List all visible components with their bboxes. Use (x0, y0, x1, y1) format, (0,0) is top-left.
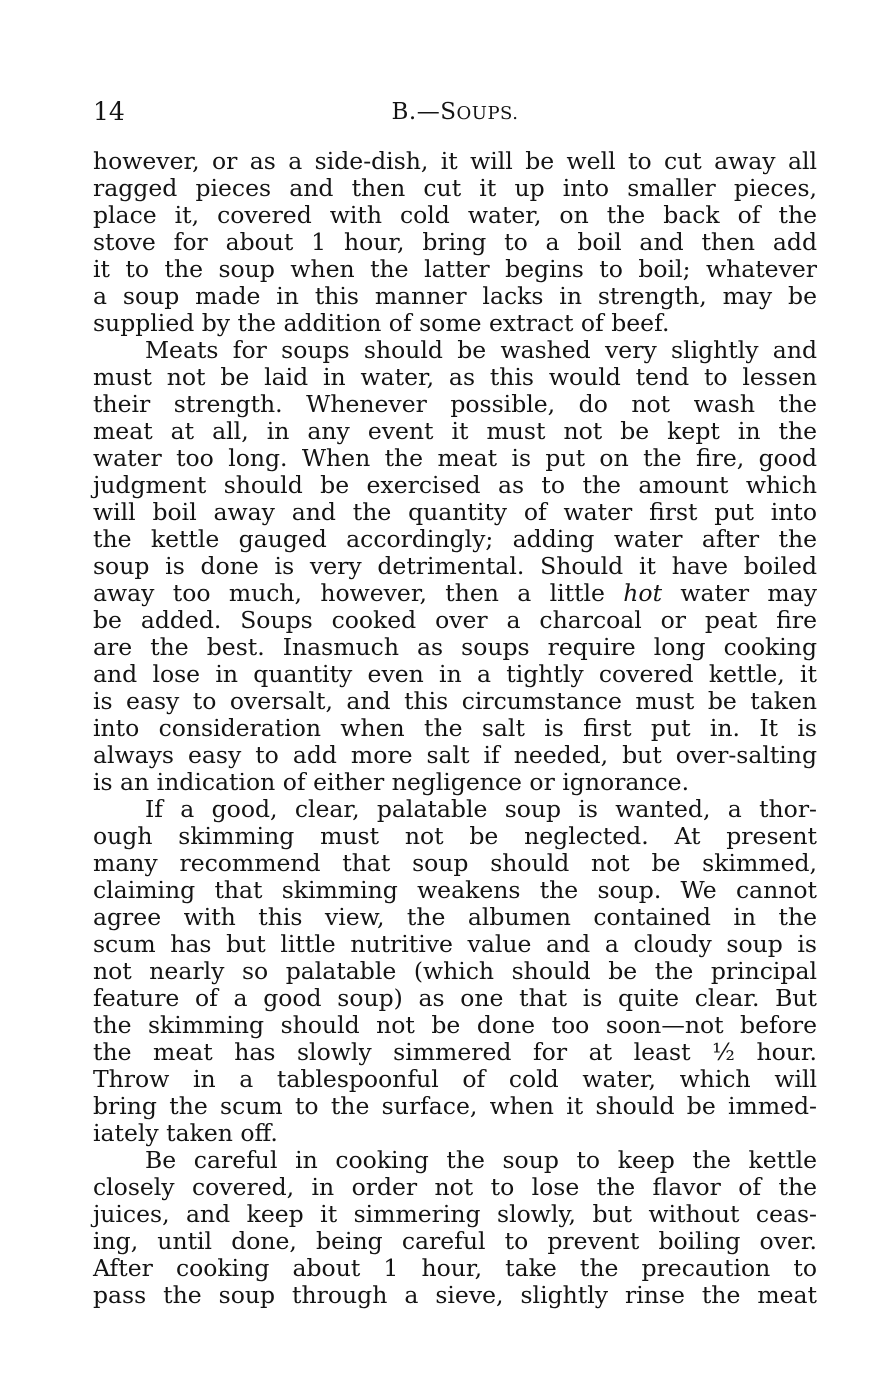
text-line: ing, until done, being careful to prevent boiling over. (93, 1227, 817, 1255)
paragraph (93, 337, 817, 796)
text-line: soup is done is very detrimental. Should it have boiled (93, 552, 817, 580)
text-line: After cooking about 1 hour, take the precaution to (93, 1254, 817, 1282)
italic-word: hot (623, 579, 663, 607)
text-line: is an indication of either negligence or ignorance. (93, 768, 690, 796)
text-line: must not be laid in water, as this would tend to lessen (93, 363, 817, 391)
text-line: meat at all, in any event it must not be kept in the (93, 417, 817, 445)
text-line: however, or as a side-dish, it will be well to cut away all (93, 147, 817, 175)
text-line: be added. Soups cooked over a charcoal or peat fire (93, 606, 817, 634)
text-line: Throw in a tablespoonful of cold water, which will (93, 1065, 817, 1093)
text-line: are the best. Inasmuch as soups require long cooking (93, 633, 817, 661)
text-line: and lose in quantity even in a tightly covered kettle, it (93, 660, 817, 688)
text-line: juices, and keep it simmering slowly, but without ceas- (93, 1200, 817, 1228)
text-line: pass the soup through a sieve, slightly rinse the meat (93, 1281, 817, 1309)
text-line: closely covered, in order not to lose the flavor of the (93, 1173, 817, 1201)
text-line: always easy to add more salt if needed, but over-salting (93, 741, 817, 769)
paragraph (93, 796, 817, 1147)
text-line: will boil away and the quantity of water first put into (93, 498, 817, 526)
paragraph (93, 1147, 817, 1309)
text-line: iately taken off. (93, 1119, 278, 1147)
text-line: bring the scum to the surface, when it should be immed- (93, 1092, 817, 1120)
text-line: many recommend that soup should not be skimmed, (93, 849, 817, 877)
text-segment: water may (662, 579, 817, 607)
running-head (93, 96, 817, 130)
text-line: the meat has slowly simmered for at least ½ hour. (93, 1038, 817, 1066)
page-header (93, 96, 817, 132)
text-line: Meats for soups should be washed very slightly and (145, 336, 817, 364)
body-text (93, 148, 817, 1309)
text-line: place it, covered with cold water, on the back of the (93, 201, 817, 229)
text-line: stove for about 1 hour, bring to a boil and then add (93, 228, 817, 256)
text-line: into consideration when the salt is first put in. It is (93, 714, 817, 742)
page-number: 14 (93, 97, 125, 126)
text-line-italic (93, 580, 817, 607)
text-segment: away too much, however, then a little (93, 579, 624, 607)
text-line: ough skimming must not be neglected. At present (93, 822, 817, 850)
text-line: scum has but little nutritive value and a cloudy soup is (93, 930, 817, 958)
text-line: their strength. Whenever possible, do not wash the (93, 390, 817, 418)
text-line: it to the soup when the latter begins to boil; whatever (93, 255, 817, 283)
text-line: supplied by the addition of some extract of beef. (93, 309, 670, 337)
paragraph (93, 148, 817, 337)
text-line: water too long. When the meat is put on the fire, good (93, 444, 817, 472)
running-head-smallcaps: OUPS. (456, 103, 519, 124)
text-line: Be careful in cooking the soup to keep the kettle (145, 1146, 817, 1174)
running-head-prefix: B.—S (391, 99, 457, 125)
text-line: claiming that skimming weakens the soup. We cannot (93, 876, 817, 904)
text-line: the kettle gauged accordingly; adding water after the (93, 525, 817, 553)
text-line: a soup made in this manner lacks in strength, may be (93, 282, 817, 310)
text-line: the skimming should not be done too soon—not before (93, 1011, 817, 1039)
text-line: agree with this view, the albumen contained in the (93, 903, 817, 931)
text-line: judgment should be exercised as to the amount which (93, 471, 817, 499)
text-line: ragged pieces and then cut it up into smaller pieces, (93, 174, 817, 202)
text-line: feature of a good soup) as one that is quite clear. But (93, 984, 817, 1012)
text-line: not nearly so palatable (which should be the principal (93, 957, 817, 985)
text-line: is easy to oversalt, and this circumstance must be taken (93, 687, 817, 715)
text-line: If a good, clear, palatable soup is wanted, a thor- (145, 795, 817, 823)
